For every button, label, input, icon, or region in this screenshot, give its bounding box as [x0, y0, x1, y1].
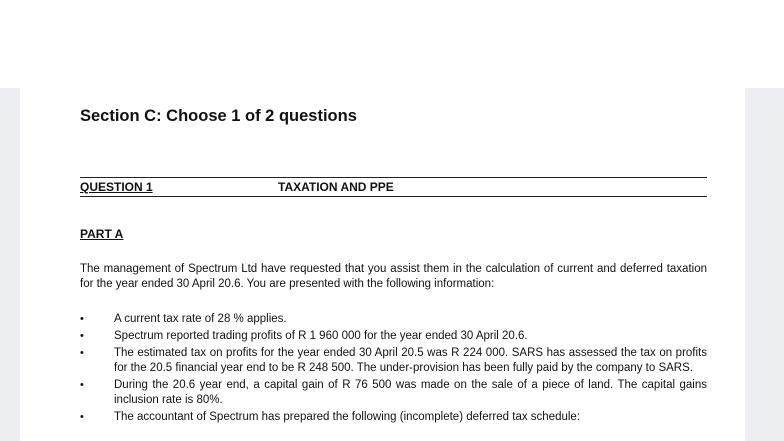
bullet-icon: •: [80, 330, 84, 342]
question-rule-bottom: [80, 196, 707, 197]
list-item-text: The accountant of Spectrum has prepared the following (incomplete) deferred tax schedule:: [114, 411, 581, 423]
list-item: [80, 346, 707, 376]
list-item: [80, 410, 707, 425]
document-page: [20, 88, 745, 441]
question-rule-top: [80, 177, 707, 178]
section-title: Section C: Choose 1 of 2 questions: [80, 107, 357, 125]
intro-paragraph: The management of Spectrum Ltd have requested that you assist them in the calculation of current and deferred taxation for the year ended 30 April 20.6. You are presented with the following information:: [80, 263, 707, 290]
bullet-icon: •: [80, 411, 84, 423]
viewer-margin-right: [745, 88, 784, 441]
list-item-text: The estimated tax on profits for the year ended 30 April 20.5 was R 224 000. SARS has assessed the tax on profits for the 20.5 financial year end to be R 248 500. The under-provision has been fully paid by the company to SARS.: [114, 347, 707, 374]
list-item-text: A current tax rate of 28 % applies.: [114, 313, 287, 325]
part-label: PART A: [80, 227, 124, 241]
bullet-icon: •: [80, 379, 84, 391]
list-item: [80, 378, 707, 408]
list-item: [80, 329, 707, 344]
question-topic: TAXATION AND PPE: [278, 180, 394, 194]
bullet-icon: •: [80, 313, 84, 325]
bullet-icon: •: [80, 347, 84, 359]
list-item: [80, 312, 707, 327]
viewer-margin-left: [0, 88, 20, 441]
list-item-text: During the 20.6 year end, a capital gain of R 76 500 was made on the sale of a piece of land. The capital gains inclusion rate is 80%.: [114, 379, 707, 406]
list-item-text: Spectrum reported trading profits of R 1 960 000 for the year ended 30 April 20.6.: [114, 330, 528, 342]
question-label: QUESTION 1: [80, 180, 153, 194]
information-list: [80, 312, 707, 427]
